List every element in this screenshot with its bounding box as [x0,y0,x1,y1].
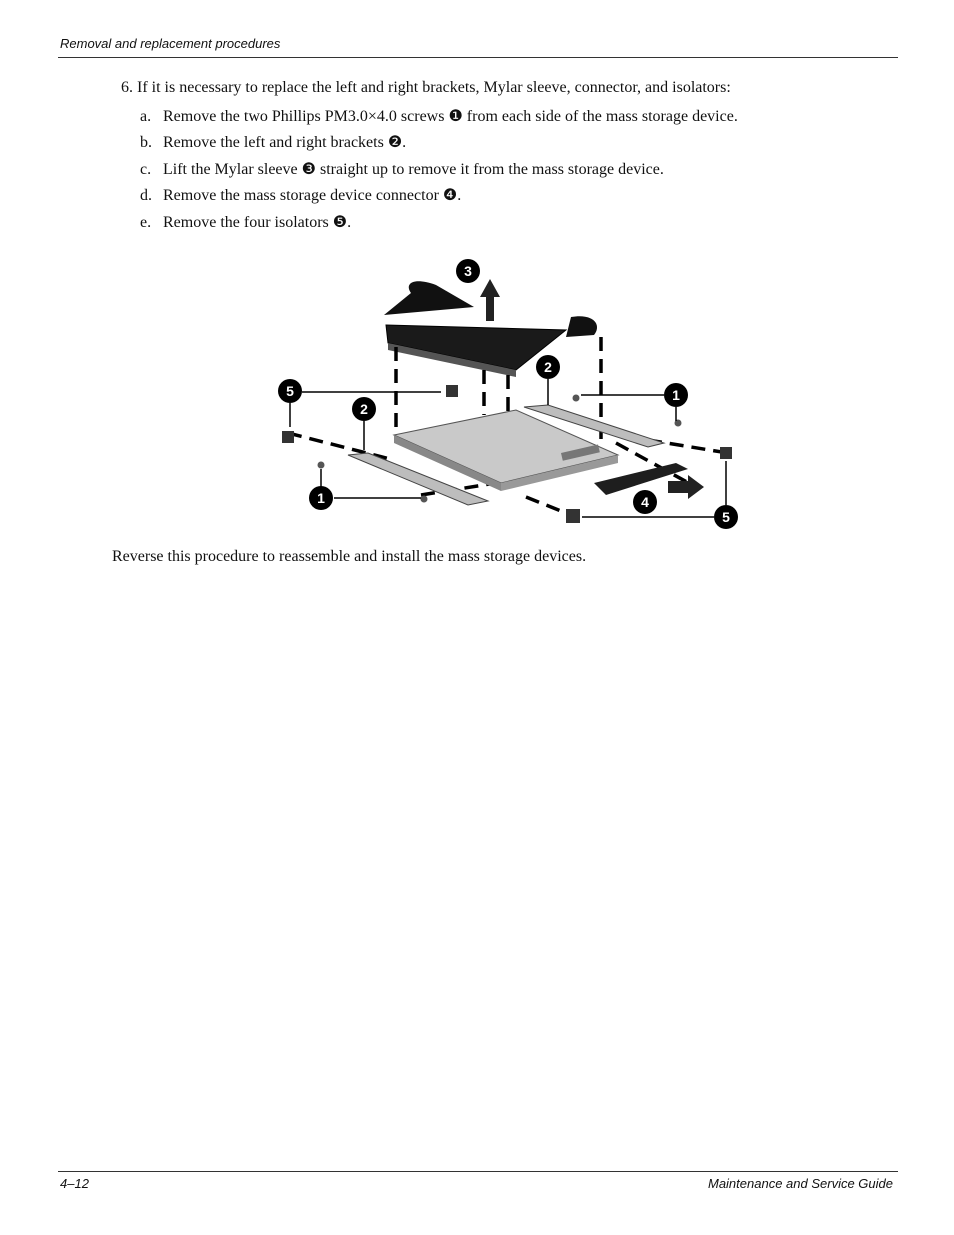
lift-arrow-icon [480,279,500,321]
guide-title: Maintenance and Service Guide [707,1176,893,1191]
substep-text: Remove the two Phillips PM3.0×4.0 screws ❶ from each side of the mass storage device. [163,108,738,125]
svg-text:1: 1 [672,387,680,403]
substep-label: a. [140,108,152,125]
isolator-drawing [566,509,580,523]
substep-text: Remove the four isolators ❺. [163,214,352,231]
substep-text: Lift the Mylar sleeve ❸ straight up to remove it from the mass storage device. [163,161,664,178]
svg-text:3: 3 [464,263,472,279]
connector-arrow-icon [668,475,704,499]
substep-label: b. [140,134,152,151]
page-header [58,35,898,58]
svg-text:5: 5 [286,383,294,399]
callout-1-right [664,383,688,407]
substep-label: c. [140,161,152,178]
substep-text: Remove the mass storage device connector ❹. [163,187,462,204]
callout-2-left [352,397,376,421]
callout-1-left [309,486,333,510]
callout-3 [456,259,480,283]
isolator-drawing [446,385,458,397]
svg-text:2: 2 [544,359,552,375]
svg-text:1: 1 [317,490,325,506]
step-6-text: 6. If it is necessary to replace the left and right brackets, Mylar sleeve, connector, and isolators: [121,79,731,96]
page-footer [58,1171,898,1194]
callout-2-right [536,355,560,379]
callout-4 [633,490,657,514]
header-section-title: Removal and replacement procedures [60,36,281,51]
callout-5-right [714,505,738,529]
exploded-view-illustration [276,255,740,533]
substep-label: d. [140,187,152,204]
isolator-drawing [282,431,294,443]
substep-label: e. [140,214,152,231]
page-number: 4–12 [60,1176,89,1191]
svg-text:5: 5 [722,509,730,525]
screw-drawing [573,395,580,402]
svg-text:4: 4 [641,494,649,510]
substep-b [140,132,860,152]
substep-c [140,159,860,179]
substep-text: Remove the left and right brackets ❷. [163,134,407,151]
svg-text:2: 2 [360,401,368,417]
screw-drawing [421,496,428,503]
isolator-drawing [720,447,732,459]
substep-e [140,212,860,232]
callout-5-left [278,379,302,403]
screw-drawing [318,462,325,469]
substep-a [140,106,860,126]
closing-instruction: Reverse this procedure to reassemble and install the mass storage devices. [112,548,587,565]
substep-d [140,185,860,205]
